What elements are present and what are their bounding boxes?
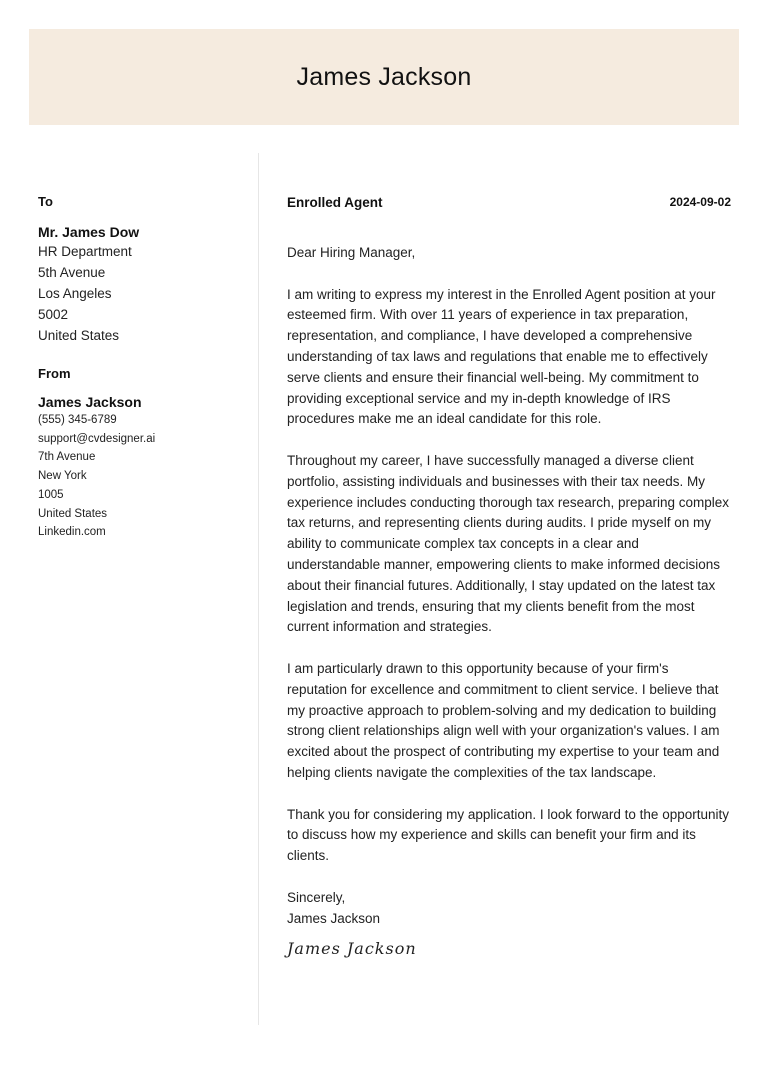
page-title: James Jackson bbox=[296, 62, 472, 91]
recipient-address-line: Los Angeles bbox=[38, 286, 112, 301]
header-banner bbox=[29, 29, 739, 125]
recipient-address-line: 5th Avenue bbox=[38, 265, 106, 280]
letter-body bbox=[287, 193, 731, 958]
column-divider bbox=[258, 153, 259, 1025]
letter-header-row bbox=[287, 193, 731, 211]
letter-paragraph: I am particularly drawn to this opportunity because of your firm's reputation for excellence and commitment to client service. I believe that my proactive approach to problem-solving and my dedication to building strong client relationships align well with your organization's values. I am excited about the prospect of contributing my expertise to your team and helping clients navigate the complexities of the tax landscape. bbox=[287, 660, 720, 780]
letter-paragraph: Thank you for considering my application. I look forward to the opportunity to discuss how my experience and skills can benefit your firm and its clients. bbox=[287, 806, 729, 864]
handwritten-signature: James Jackson bbox=[287, 939, 417, 959]
sender-address-line: New York bbox=[38, 470, 87, 483]
recipient-label: To bbox=[38, 194, 53, 209]
sender-address-line: 7th Avenue bbox=[38, 451, 96, 464]
recipient-address-line: HR Department bbox=[38, 244, 132, 259]
contact-column bbox=[38, 194, 248, 542]
closing-name: James Jackson bbox=[287, 910, 381, 926]
sender-address-line: United States bbox=[38, 507, 108, 520]
sender-email: support@cvdesigner.ai bbox=[38, 432, 156, 445]
salutation: Dear Hiring Manager, bbox=[287, 245, 416, 260]
recipient-name: Mr. James Dow bbox=[38, 224, 140, 240]
sender-label: From bbox=[38, 366, 71, 381]
recipient-address-line: 5002 bbox=[38, 307, 69, 322]
letter-date: 2024-09-02 bbox=[669, 195, 731, 209]
letter-paragraph: Throughout my career, I have successfully managed a diverse client portfolio, assisting individuals and businesses with their tax needs. My experience includes conducting thorough tax research, preparing complex tax returns, and representing clients during audits. I pride myself on my ability to communicate complex tax concepts in a clear and understandable manner, empowering clients to make informed decisions about their financial futures. Additionally, I stay updated on the latest tax legislation and trends, ensuring that my clients benefit from the most current information and strategies. bbox=[287, 452, 730, 635]
sender-linkedin: Linkedin.com bbox=[38, 526, 106, 539]
sender-address-line: 1005 bbox=[38, 488, 64, 501]
sender-phone: (555) 345-6789 bbox=[38, 414, 117, 426]
sender-name: James Jackson bbox=[38, 394, 142, 410]
recipient-address-line: United States bbox=[38, 328, 120, 343]
letter-paragraph: I am writing to express my interest in the Enrolled Agent position at your esteemed firm. With over 11 years of experience in tax preparation, representation, and compliance, I have developed a comprehensive understanding of tax laws and regulations that enable me to effectively serve clients and ensure their financial well-being. My commitment to providing exceptional service and my in-depth knowledge of IRS procedures make me an ideal candidate for this role. bbox=[287, 286, 716, 427]
job-title: Enrolled Agent bbox=[287, 194, 383, 210]
closing-phrase: Sincerely, bbox=[287, 889, 346, 905]
